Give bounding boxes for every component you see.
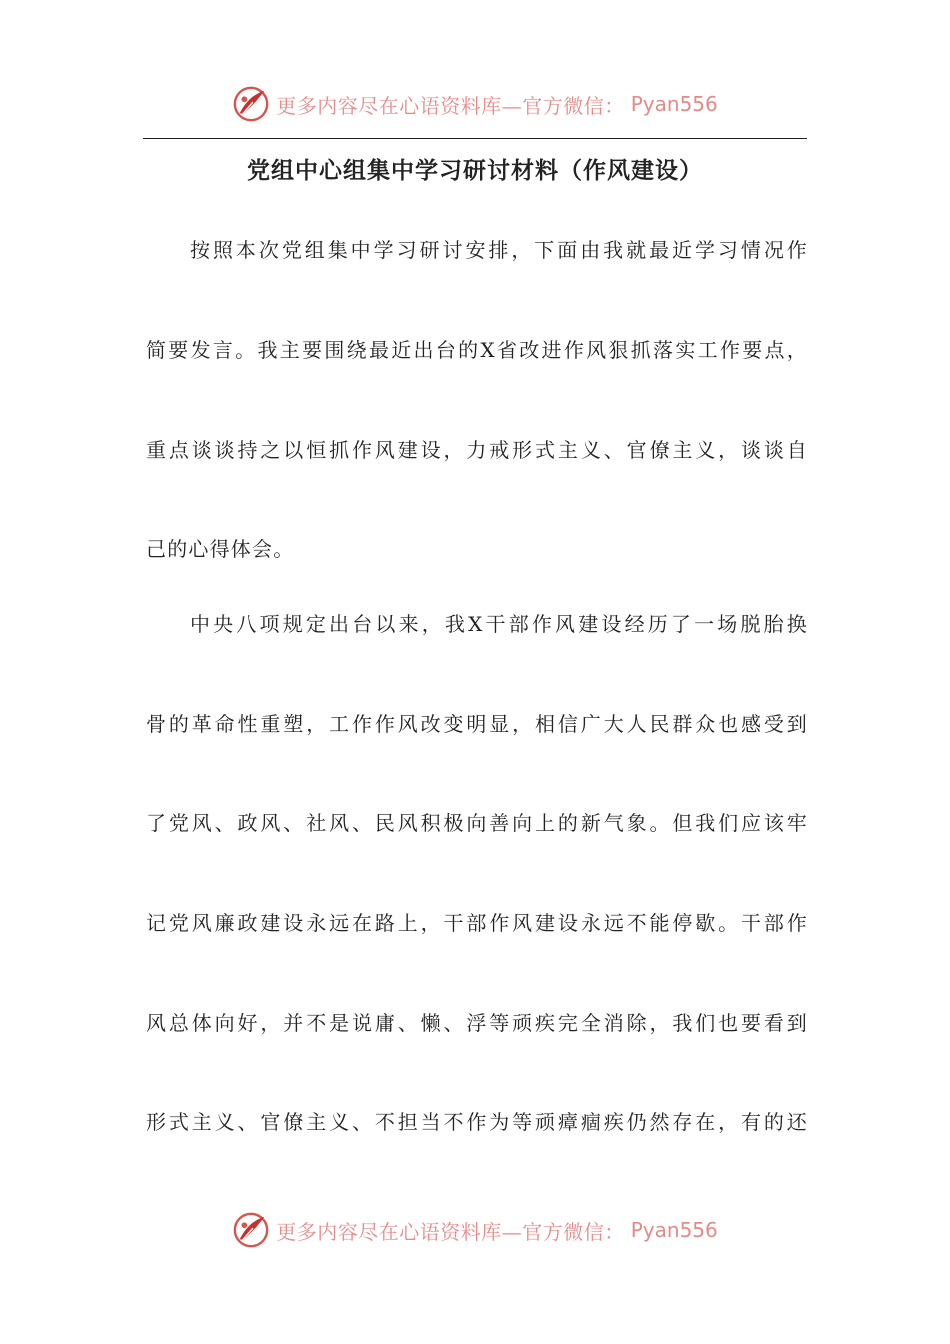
- body-line: 重点谈谈持之以恒抓作风建设，力戒形式主义、官僚主义，谈谈自: [146, 438, 808, 462]
- body-line: 按照本次党组集中学习研讨安排，下面由我就最近学习情况作: [190, 238, 808, 262]
- body-line: 记党风廉政建设永远在路上，干部作风建设永远不能停歇。干部作: [146, 911, 808, 935]
- watermark-text: 更多内容尽在心语资料库—官方微信：: [276, 93, 625, 118]
- watermark-wechat-id: Pyan556: [630, 92, 718, 116]
- body-line: 己的心得体会。: [146, 537, 295, 561]
- body-line: 骨的革命性重塑，工作作风改变明显，相信广大人民群众也感受到: [146, 712, 808, 736]
- body-line: 形式主义、官僚主义、不担当不作为等顽瘴痼疾仍然存在，有的还: [146, 1110, 808, 1134]
- header-watermark: [0, 82, 950, 126]
- document-title: 党组中心组集中学习研讨材料（作风建设）: [247, 158, 703, 184]
- header-divider: [143, 138, 807, 139]
- body-line: 了党风、政风、社风、民风积极向善向上的新气象。但我们应该牢: [146, 811, 808, 835]
- footer-watermark: [0, 1208, 950, 1252]
- watermark-text: 更多内容尽在心语资料库—官方微信：: [276, 1219, 625, 1244]
- watermark-wechat-id: Pyan556: [630, 1218, 718, 1242]
- quill-logo-icon: [232, 1211, 270, 1249]
- body-line: 中央八项规定出台以来，我X干部作风建设经历了一场脱胎换: [190, 612, 808, 636]
- body-line: 风总体向好，并不是说庸、懒、浮等顽疾完全消除，我们也要看到: [146, 1011, 808, 1035]
- quill-logo-icon: [232, 85, 270, 123]
- body-line: 简要发言。我主要围绕最近出台的X省改进作风狠抓落实工作要点，: [146, 338, 808, 362]
